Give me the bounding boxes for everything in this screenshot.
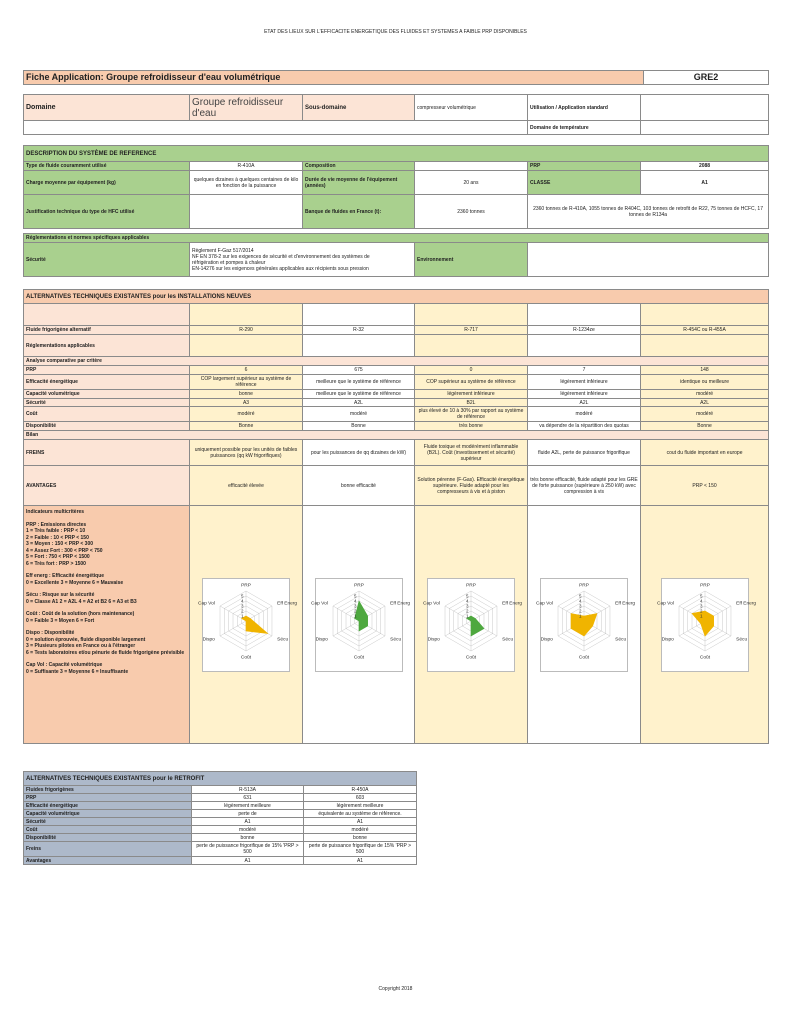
radar-axis-label: Cap Vol xyxy=(310,601,328,606)
securite-line: réfrigération et pompes à chaleur xyxy=(192,259,266,266)
cell-freins: uniquement possible pour les unités de faibles puissances (qq kW frigorifiques) xyxy=(190,440,303,466)
radar-axis-label: Eff Energ xyxy=(277,601,298,606)
radar-series xyxy=(571,613,597,636)
justif-value xyxy=(190,195,303,229)
radar-tick-label: 5 xyxy=(353,593,356,598)
radar-tick-label: 5 xyxy=(465,593,469,598)
retrofit-cell: équivalente au système de référence. xyxy=(304,810,417,818)
row-label: Efficacité énergétique xyxy=(24,375,190,390)
radar-axis-label: PRP xyxy=(466,583,476,588)
utilisation-value xyxy=(641,95,769,121)
retrofit-label: Coût xyxy=(24,826,192,834)
radar-axis-label: Cap Vol xyxy=(656,601,674,606)
cell-cap: légèrement inférieure xyxy=(528,390,641,399)
fluid-name: R-717 xyxy=(415,326,528,335)
retrofit-cell: 603 xyxy=(304,794,417,802)
indicator-line: 6 = Tests laboratoires et/ou pénurie de fluide frigorigène prévisible xyxy=(26,649,185,656)
retrofit-label: Efficacité énergétique xyxy=(24,802,192,810)
radar-axis-label: Eff Energ xyxy=(615,601,636,606)
cell-dispo: Bonne xyxy=(303,422,415,431)
radar-axis-label: Cap Vol xyxy=(198,601,215,606)
composition-value xyxy=(415,162,528,171)
sous-domaine-label: Sous-domaine xyxy=(303,95,415,121)
cell-cout: modéré xyxy=(190,407,303,422)
row-label: AVANTAGES xyxy=(24,466,190,506)
indicator-line: 3 = Plusieurs pilotes en France ou à l'étranger xyxy=(26,643,136,649)
indicator-line: 2 = Faible : 10 < PRP < 150 xyxy=(26,534,89,541)
indicator-line: 6 = Très fort : PRP > 1500 xyxy=(26,560,86,567)
cell-secu: A2L xyxy=(641,399,769,407)
radar-tick-label: 1 xyxy=(465,613,469,618)
banque-detail: 2360 tonnes de R-410A, 1055 tonnes de R404C, 103 tonnes de retrofit de R22, 75 tonnes de HCFC, 17 tonnes de R134a xyxy=(528,195,769,229)
retrofit-cell: A1 xyxy=(192,857,304,865)
cell-dispo: Bonne xyxy=(641,422,769,431)
radar-tick-label: 1 xyxy=(353,613,356,618)
radar-axis-label: Sécu xyxy=(735,637,747,642)
retrofit-row xyxy=(24,857,417,865)
analyse-label: Analyse comparative par critère xyxy=(24,357,769,366)
reference-table xyxy=(23,145,769,229)
cell-prp: 0 xyxy=(415,366,528,375)
classe-label: CLASSE xyxy=(528,171,641,195)
radar-cell xyxy=(303,506,415,744)
radar-tick-label: 3 xyxy=(578,603,582,608)
radar-axis-label: Coût xyxy=(353,655,364,660)
radar-axis-label: Eff Energ xyxy=(735,601,756,606)
domaine-label: Domaine xyxy=(24,95,190,121)
banque-label: Banque de fluides en France (t): xyxy=(303,195,415,229)
securite-label: Sécurité xyxy=(24,243,190,277)
cell-eff: légèrement inférieure xyxy=(528,375,641,390)
indicators-cell xyxy=(24,506,190,744)
cell-dispo: Bonne xyxy=(190,422,303,431)
cell-avantages: PRP < 150 xyxy=(641,466,769,506)
retrofit-cell: 631 xyxy=(192,794,304,802)
retrofit-cell: bonne xyxy=(304,834,417,842)
cell-freins: fluide A2L, perte de puissance frigorifique xyxy=(528,440,641,466)
domaine-value: Groupe refroidisseur d'eau xyxy=(190,95,303,121)
cell-freins: cout du fluide important en europe xyxy=(641,440,769,466)
cell-prp: 148 xyxy=(641,366,769,375)
row-label: FREINS xyxy=(24,440,190,466)
securite-line: Règlement F-Gaz 517/2014 xyxy=(192,247,254,254)
radar-series xyxy=(467,616,484,636)
cell-prp: 675 xyxy=(303,366,415,375)
radar-frame xyxy=(656,578,756,672)
radar-slot xyxy=(305,578,412,672)
cell-freins: Fluide toxique et modérément inflammable (B2L). Coût (investissement et sécurité) supérieur xyxy=(415,440,528,466)
retrofit-row xyxy=(24,786,417,794)
radar-frame xyxy=(310,578,410,672)
indicators-list xyxy=(26,522,187,676)
radar-chart xyxy=(656,579,756,671)
cell-dispo: très bonne xyxy=(415,422,528,431)
radar-tick-label: 5 xyxy=(578,593,582,598)
radar-axis-label: Eff Energ xyxy=(502,601,523,606)
composition-label: Composition xyxy=(303,162,415,171)
fiche-title: Fiche Application: Groupe refroidisseur d'eau volumétrique xyxy=(24,71,644,85)
cell-prp: 6 xyxy=(190,366,303,375)
indicator-line: 0 = Classe A1 2 = A2L 4 = A2 et B2 6 = A3 et B3 xyxy=(26,598,137,605)
cell-avantages: bonne efficacité xyxy=(303,466,415,506)
radar-axis-label: Dispo xyxy=(661,637,674,642)
radar-tick-label: 2 xyxy=(240,608,244,613)
fluid-name: R-454C ou R-455A xyxy=(641,326,769,335)
radar-frame xyxy=(423,578,523,672)
indicator-line: 0 = solution éprouvée, fluide disponible largement xyxy=(26,636,146,643)
radar-cell xyxy=(641,506,769,744)
radar-tick-label: 4 xyxy=(699,598,703,603)
title-table xyxy=(23,70,769,85)
radar-chart xyxy=(423,579,523,671)
cell-secu: A2L xyxy=(528,399,641,407)
cell-cout: modéré xyxy=(528,407,641,422)
radar-cell xyxy=(415,506,528,744)
cell-avantages: efficacité élevée xyxy=(190,466,303,506)
retrofit-row xyxy=(24,818,417,826)
indicators-title: Indicateurs multicritères xyxy=(26,509,85,515)
fiche-code: GRE2 xyxy=(644,71,769,85)
row-label: Sécurité xyxy=(24,399,190,407)
indicator-line: 3 = Moyen : 150 < PRP < 300 xyxy=(26,541,94,547)
indicator-heading: Cap Vol : Capacité volumétrique xyxy=(26,662,103,668)
domain-empty xyxy=(24,121,528,135)
duree-label: Durée de vie moyenne de l'équipement (années) xyxy=(303,171,415,195)
cell-cout: modéré xyxy=(303,407,415,422)
radar-slot xyxy=(530,578,638,672)
radar-axis-label: Dispo xyxy=(540,637,553,642)
indicator-heading: PRP : Emissions directes xyxy=(26,521,87,528)
radar-axis-label: Sécu xyxy=(277,637,289,642)
duree-value: 20 ans xyxy=(415,171,528,195)
retrofit-row xyxy=(24,834,417,842)
retrofit-label: Capacité volumétrique xyxy=(24,810,192,818)
cell-cout: plus élevé de 10 à 30% par rapport au système de référence xyxy=(415,407,528,422)
retrofit-cell: légèrement meilleure xyxy=(304,802,417,810)
radar-chart xyxy=(198,579,298,671)
radar-chart xyxy=(310,579,410,671)
radar-axis-label: Dispo xyxy=(427,637,440,642)
temperature-label: Domaine de température xyxy=(528,121,641,135)
radar-series xyxy=(354,601,367,631)
retrofit-cell: R-513A xyxy=(192,786,304,794)
banque-value: 2360 tonnes xyxy=(415,195,528,229)
indicator-group xyxy=(26,630,187,656)
fluide-value: R-410A xyxy=(190,162,303,171)
row-label: Capacité volumétrique xyxy=(24,390,190,399)
radar-axis-label: PRP xyxy=(241,583,251,588)
cell-secu: A2L xyxy=(303,399,415,407)
indicator-group xyxy=(26,522,187,568)
radar-frame xyxy=(536,578,636,672)
radar-tick-label: 3 xyxy=(699,603,703,608)
radar-cell xyxy=(528,506,641,744)
retrofit-table xyxy=(23,771,417,865)
securite-value xyxy=(190,243,415,277)
retrofit-cell: modéré xyxy=(304,826,417,834)
radar-tick-label: 4 xyxy=(578,598,582,603)
cell-cap: modéré xyxy=(641,390,769,399)
temperature-value xyxy=(641,121,769,135)
radar-axis-label: Cap Vol xyxy=(423,601,440,606)
radar-axis-label: Sécu xyxy=(502,637,514,642)
cell-cap: meilleure que le système de référence xyxy=(303,390,415,399)
radar-axis-label: PRP xyxy=(699,583,710,588)
radar-tick-label: 3 xyxy=(240,603,244,608)
radar-axis-label: Coût xyxy=(699,655,710,660)
retrofit-row xyxy=(24,826,417,834)
env-label: Environnement xyxy=(415,243,528,277)
fluide-alt-label: Fluide frigorigène alternatif xyxy=(24,326,190,335)
retrofit-cell: R-450A xyxy=(304,786,417,794)
indicator-line: 4 = Assez Fort : 300 < PRP < 750 xyxy=(26,547,103,554)
radar-tick-label: 2 xyxy=(578,608,582,613)
row-label: Disponibilité xyxy=(24,422,190,431)
radar-chart xyxy=(536,579,636,671)
regl-title: Réglementations et normes spécifiques applicables xyxy=(24,234,769,243)
retrofit-cell: modéré xyxy=(192,826,304,834)
cell-cout: modéré xyxy=(641,407,769,422)
retrofit-cell: perte de xyxy=(192,810,304,818)
radar-tick-label: 2 xyxy=(699,608,703,613)
retrofit-label: Freins xyxy=(24,842,192,857)
retrofit-cell: perte de puissance frigorifique de 15% 'PRP > 500 xyxy=(192,842,304,857)
alternatives-table xyxy=(23,289,769,744)
domain-table xyxy=(23,94,769,135)
regl-alt-label: Réglementations applicables xyxy=(24,335,190,357)
radar-axis-label: Coût xyxy=(578,655,590,660)
cell-eff: identique ou meilleure xyxy=(641,375,769,390)
fluid-name: R-1234ze xyxy=(528,326,641,335)
reference-title: DESCRIPTION DU SYSTÈME DE REFERENCE xyxy=(24,146,769,162)
indicator-line: 0 = Suffisante 3 = Moyenne 6 = Insuffisante xyxy=(26,668,129,675)
indicator-heading: Eff energ : Efficacité énergétique xyxy=(26,573,105,579)
fluid-name: R-290 xyxy=(190,326,303,335)
fluide-label: Type de fluide couramment utilisé xyxy=(24,162,190,171)
indicator-group xyxy=(26,592,187,605)
radar-tick-label: 5 xyxy=(699,593,703,598)
radar-frame xyxy=(198,578,298,672)
retrofit-row xyxy=(24,794,417,802)
indicator-line: 5 = Fort : 750 < PRP < 1500 xyxy=(26,554,90,560)
radar-tick-label: 1 xyxy=(578,613,582,618)
cell-prp: 7 xyxy=(528,366,641,375)
env-value xyxy=(528,243,769,277)
row-label: PRP xyxy=(24,366,190,375)
radar-tick-label: 1 xyxy=(699,613,703,618)
cell-eff: meilleure que le système de référence xyxy=(303,375,415,390)
radar-tick-label: 3 xyxy=(353,603,356,608)
radar-tick-label: 2 xyxy=(353,608,356,613)
indicator-line: 0 = Excellente 3 = Moyenne 6 = Mauvaise xyxy=(26,579,124,586)
radar-axis-label: Coût xyxy=(240,655,252,660)
copyright: Copyright 2018 xyxy=(378,986,413,992)
page-title: ETAT DES LIEUX SUR L'EFFICACITE ENERGETIQUE DES FLUIDES ET SYSTEMES A FAIBLE PRP DISPONIBLES xyxy=(264,29,527,35)
retrofit-cell: légèrement meilleure xyxy=(192,802,304,810)
cell-freins: pour les puissances de qq dizaines de kW) xyxy=(303,440,415,466)
indicator-heading: Sécu : Risque sur la sécurité xyxy=(26,592,95,598)
indicator-group xyxy=(26,662,187,675)
prp-label: PRP xyxy=(528,162,641,171)
radar-series xyxy=(692,611,714,636)
radar-axis-label: Coût xyxy=(465,655,477,660)
radar-tick-label: 4 xyxy=(465,598,469,603)
utilisation-label: Utilisation / Application standard xyxy=(528,95,641,121)
radar-tick-label: 1 xyxy=(240,613,244,618)
radar-slot xyxy=(192,578,300,672)
securite-line: EN-14276 sur les exigences générales applicables aux récipients sous pression xyxy=(192,265,369,272)
regl-table xyxy=(23,233,769,277)
radar-axis-label: PRP xyxy=(579,583,589,588)
radar-axis-label: Sécu xyxy=(615,637,627,642)
cell-secu: A3 xyxy=(190,399,303,407)
retrofit-row xyxy=(24,802,417,810)
cell-cap: bonne xyxy=(190,390,303,399)
radar-axis-label: Eff Energ xyxy=(389,601,410,606)
securite-line: NF EN 378-2 sur les exigences de sécurité et d'environnement des systèmes de xyxy=(192,253,370,260)
radar-slot xyxy=(417,578,525,672)
radar-axis-label: Sécu xyxy=(389,637,401,642)
indicator-group xyxy=(26,573,187,586)
radar-slot xyxy=(643,578,766,672)
radar-axis-label: Dispo xyxy=(202,637,215,642)
retrofit-label: PRP xyxy=(24,794,192,802)
retrofit-cell: bonne xyxy=(192,834,304,842)
retrofit-cell: perte de puissance frigorifique de 15% 'PRP > 500 xyxy=(304,842,417,857)
radar-tick-label: 5 xyxy=(240,593,244,598)
alternatives-title: ALTERNATIVES TECHNIQUES EXISTANTES pour les INSTALLATIONS NEUVES xyxy=(24,290,769,304)
charge-value: quelques dizaines à quelques centaines de kilo en fonction de la puissance xyxy=(190,171,303,195)
bilan-label: Bilan xyxy=(24,431,769,440)
retrofit-cell: A1 xyxy=(192,818,304,826)
radar-cell xyxy=(190,506,303,744)
cell-avantages: Solution pérenne (F-Gas). Efficacité énergétique supérieure. Fluide adapté pour les compresseurs à vis et à piston xyxy=(415,466,528,506)
radar-tick-label: 4 xyxy=(353,598,356,603)
radar-axis-label: Cap Vol xyxy=(536,601,553,606)
justif-label: Justification technique du type de HFC utilisé xyxy=(24,195,190,229)
sous-domaine-value: compresseur volumétrique xyxy=(415,95,528,121)
cell-eff: COP supérieur au système de référence xyxy=(415,375,528,390)
retrofit-label: Disponibilité xyxy=(24,834,192,842)
alt-empty xyxy=(24,304,190,326)
retrofit-title: ALTERNATIVES TECHNIQUES EXISTANTES pour le RETROFIT xyxy=(24,772,417,786)
classe-value: A1 xyxy=(641,171,769,195)
retrofit-label: Fluides frigorigènes xyxy=(24,786,192,794)
cell-dispo: va dépendre de la répartition des quotas xyxy=(528,422,641,431)
retrofit-row xyxy=(24,842,417,857)
retrofit-row xyxy=(24,810,417,818)
cell-eff: COP largement supérieur au système de référence xyxy=(190,375,303,390)
retrofit-cell: A1 xyxy=(304,818,417,826)
indicator-line: 0 = Faible 3 = Moyen 6 = Fort xyxy=(26,617,95,624)
fluid-name: R-32 xyxy=(303,326,415,335)
radar-tick-label: 2 xyxy=(465,608,469,613)
retrofit-cell: A1 xyxy=(304,857,417,865)
cell-secu: B2L xyxy=(415,399,528,407)
row-label: Coût xyxy=(24,407,190,422)
cell-cap: légèrement inférieure xyxy=(415,390,528,399)
radar-axis-label: Dispo xyxy=(315,637,328,642)
charge-label: Charge moyenne par équipement (kg) xyxy=(24,171,190,195)
indicator-heading: Dispo : Disponibilité xyxy=(26,630,75,636)
indicator-line: 1 = Très faible : PRP < 10 xyxy=(26,528,86,534)
cell-avantages: très bonne efficacité, fluide adapté pour les GRE de forte puissance (supérieure à 250 kW) avec compression à vis xyxy=(528,466,641,506)
retrofit-label: Avantages xyxy=(24,857,192,865)
indicator-group xyxy=(26,611,187,624)
retrofit-label: Sécurité xyxy=(24,818,192,826)
radar-tick-label: 4 xyxy=(240,598,244,603)
radar-axis-label: PRP xyxy=(353,583,364,588)
radar-tick-label: 3 xyxy=(465,603,469,608)
prp-value: 2088 xyxy=(641,162,769,171)
indicator-heading: Coût : Coût de la solution (hors maintenance) xyxy=(26,611,135,617)
